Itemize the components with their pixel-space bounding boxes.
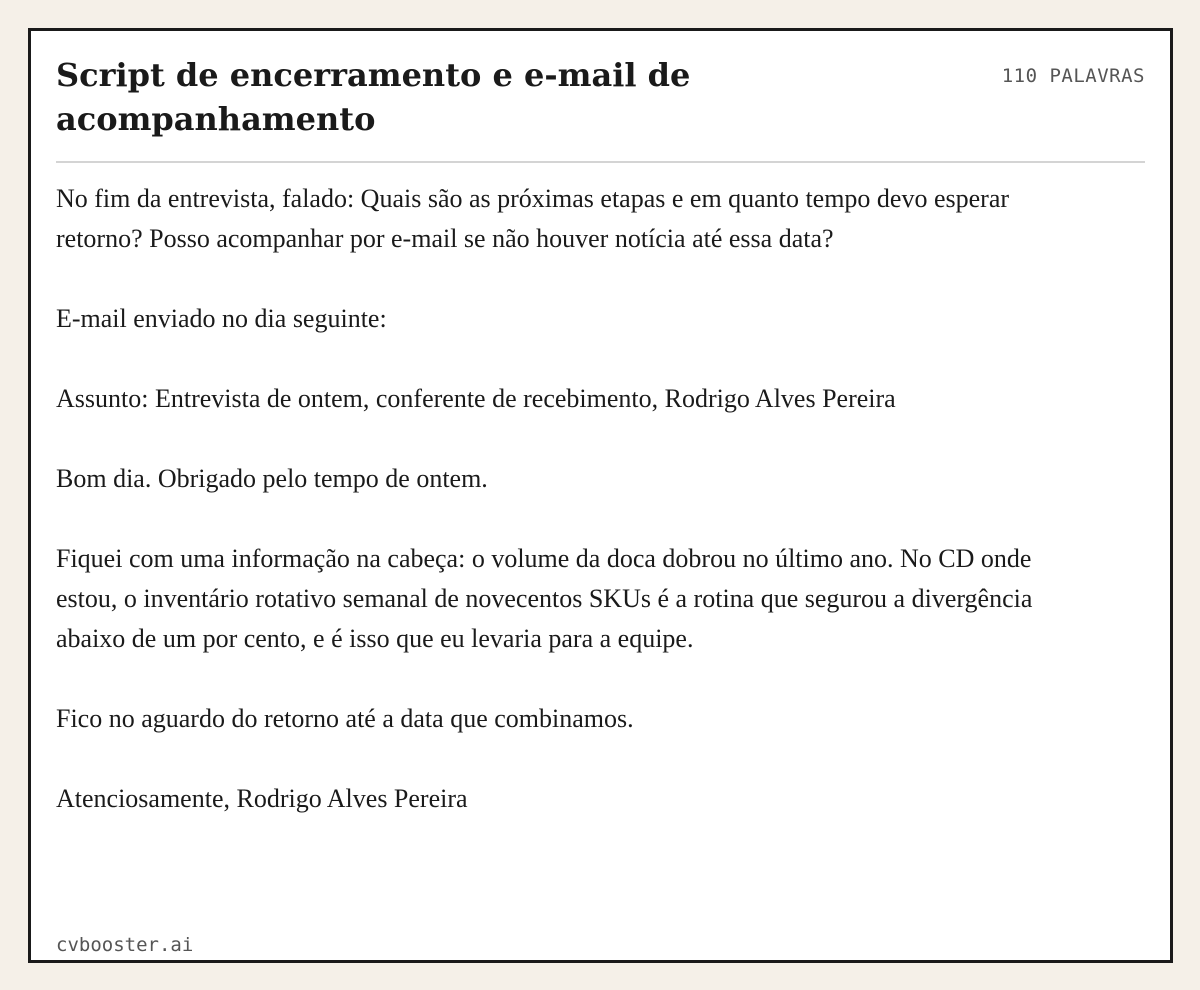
header-divider <box>56 161 1145 163</box>
paragraph-subject: Assunto: Entrevista de ontem, conferente de recebimento, Rodrigo Alves Pereira <box>56 384 896 413</box>
paragraph-followup: Fico no aguardo do retorno até a data que combinamos. <box>56 704 634 733</box>
document-title: Script de encerramento e e-mail de acompanhamento <box>56 56 691 138</box>
document-card <box>28 28 1173 963</box>
paragraph-greeting: Bom dia. Obrigado pelo tempo de ontem. <box>56 464 488 493</box>
document-body <box>56 179 1056 819</box>
card-header <box>56 53 1145 141</box>
paragraph-signature: Atenciosamente, Rodrigo Alves Pereira <box>56 784 468 813</box>
footer-brand: cvbooster.ai <box>56 934 194 956</box>
paragraph-closing-question: No fim da entrevista, falado: Quais são as próximas etapas e em quanto tempo devo esperar retorno? Posso acompanhar por e-mail se não houver notícia até essa data? <box>56 184 1010 253</box>
paragraph-main-point: Fiquei com uma informação na cabeça: o volume da doca dobrou no último ano. No CD onde estou, o inventário rotativo semanal de novecentos SKUs é a rotina que segurou a divergência abaixo de um por cento, e é isso que eu levaria para a equipe. <box>56 544 1033 653</box>
paragraph-email-intro: E-mail enviado no dia seguinte: <box>56 304 387 333</box>
word-count-badge: 110 PALAVRAS <box>1001 65 1145 87</box>
